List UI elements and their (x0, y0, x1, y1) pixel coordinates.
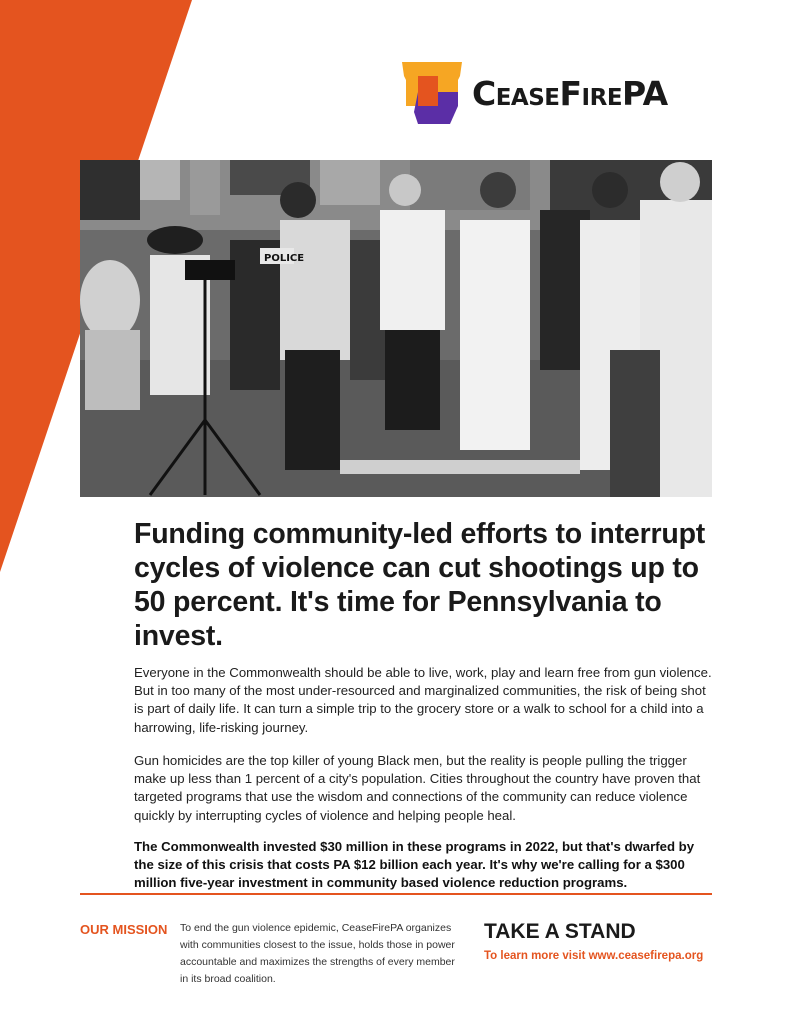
keystone-logo-icon (400, 62, 464, 124)
press-conference-photo (80, 160, 712, 497)
headline: Funding community-led efforts to interrupt cycles of violence can cut shootings up to 50 percent. It's time for Pennsylvania to invest. (134, 518, 706, 652)
photo-sign-text: POLICE (264, 253, 305, 264)
learn-more-link[interactable]: To learn more visit www.ceasefirepa.org (484, 950, 704, 962)
mission-label: OUR MISSION (80, 922, 168, 937)
take-a-stand-title: TAKE A STAND (484, 920, 636, 943)
logo (400, 62, 668, 124)
mission-text: To end the gun violence epidemic, CeaseFirePA organizes with communities closest to the issue, holds those in power accountable and maximizes the strengths of every member in its broad coalition. (180, 922, 455, 985)
body-paragraph-3-bold: The Commonwealth invested $30 million in these programs in 2022, but that's dwarfed by the size of this crisis that costs PA $12 billion each year. It's why we're calling for a $300 million five-year investment in community based violence reduction programs. (134, 839, 695, 891)
orange-divider (80, 893, 712, 895)
body-paragraph-2: Gun homicides are the top killer of young Black men, but the reality is people pulling the trigger make up less than 1 percent of a city's population. Cities throughout the country have proven that targeted programs that use the wisdom and connections of the community can reduce violence quickly by interrupting cycles of violence and helping people heal. (134, 753, 701, 823)
photo-of-press-conference-icon (80, 160, 712, 497)
brand-name: CeaseFirePA (472, 73, 668, 113)
body-paragraph-1: Everyone in the Commonwealth should be able to live, work, play and learn free from gun violence. But in too many of the most under-resourced and marginalized communities, the risk of being shot is part of daily life. It can turn a simple trip to the grocery store or a walk to school for a child into a harrowing, life-risking journey. (134, 665, 712, 735)
